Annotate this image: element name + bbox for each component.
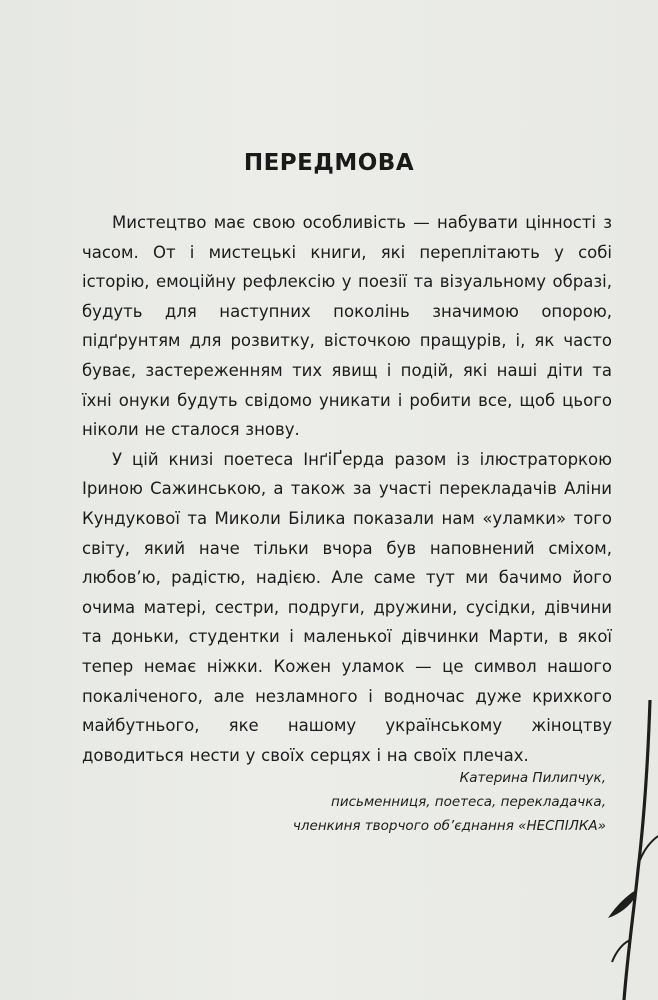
author-roles: письменниця, поетеса, перекладачка,	[331, 794, 606, 810]
plant-stem-icon	[578, 700, 658, 1000]
page-title: ПЕРЕДМОВА	[243, 150, 415, 176]
paragraph-1: Мистецтво має свою особливість — набувати цінності з часом. От і мистецькі книги, які переплітають у собі історію, емоційну рефлексію у поезії та візуальному образі, будуть для наступних поколінь значимою опорою, підґрунтям для розвитку, вісточкою пращурів, і, як часто буває, застереженням тих явищ і подій, які наші діти та їхні онуки будуть свідомо уникати і робити все, щоб цього ніколи не сталося знову.	[82, 213, 612, 440]
author-affiliation: членкиня творчого об’єднання «НЕСПІЛКА»	[292, 818, 606, 834]
preface-body	[82, 208, 612, 770]
author-signature	[293, 766, 606, 838]
author-name: Катерина Пилипчук,	[459, 770, 606, 786]
paragraph-2: У цій книзі поетеса ІнґіҐерда разом із ілюстраторкою Іриною Сажинською, а також за участі перекладачів Аліни Кундукової та Миколи Білика показали нам «уламки» того світу, який наче тільки вчора був наповнений сміхом, любов’ю, радістю, надією. Але саме тут ми бачимо його очима матері, сестри, подруги, дружини, сусідки, дівчини та доньки, студентки і маленької дівчинки Марти, в якої тепер немає ніжки. Кожен уламок — це символ нашого покаліченого, але незламного і водночас дуже крихкого майбутнього, яке нашому українському жіноцтву доводиться нести у своїх серцях і на своїх плечах.	[82, 449, 612, 765]
